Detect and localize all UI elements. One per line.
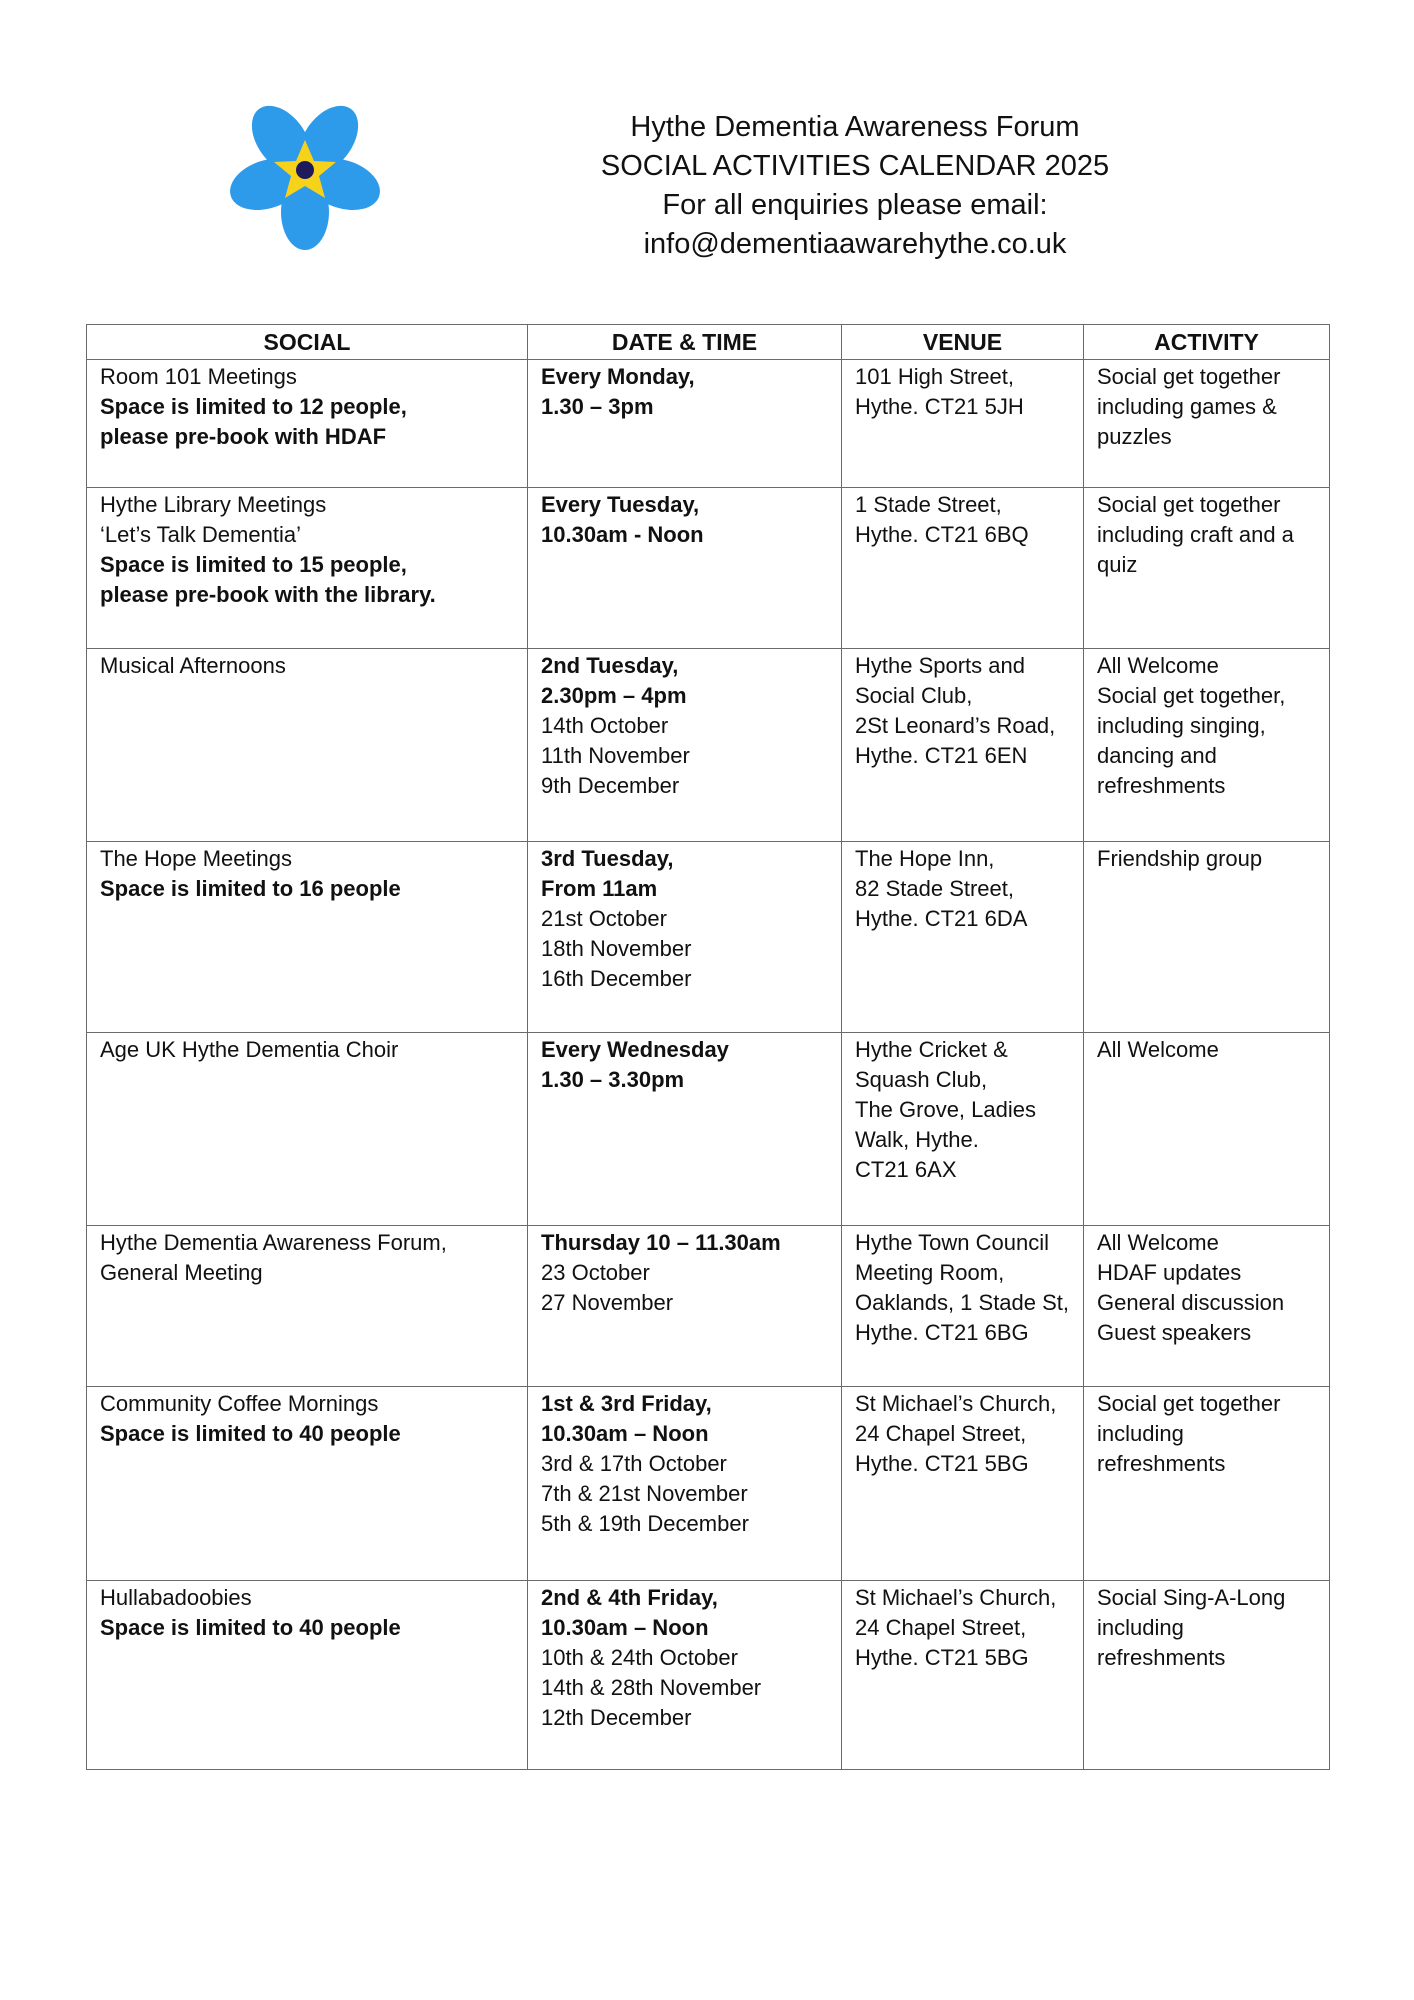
date-entry: 21st October [541,906,667,931]
schedule: 1.30 – 3pm [541,394,654,419]
social-cell [87,1033,528,1226]
activity-line: Guest speakers [1097,1320,1252,1345]
activity-line: Friendship group [1097,846,1263,871]
schedule: 10.30am – Noon [541,1421,709,1446]
calendar-title: SOCIAL ACTIVITIES CALENDAR 2025 [600,150,1110,182]
date-entry: 18th November [541,936,692,961]
capacity-note: Space is limited to 40 people [100,1421,401,1446]
venue-line: Hythe Town Council [855,1230,1050,1255]
venue-line: Meeting Room, [855,1260,1005,1285]
activity-line: refreshments [1097,773,1226,798]
venue-cell [842,360,1084,488]
schedule: 2nd Tuesday, [541,653,679,678]
activity-cell [1084,488,1330,649]
column-header-activity: ACTIVITY [1084,325,1330,360]
schedule: Every Monday, [541,364,695,389]
date-entry: 23 October [541,1260,650,1285]
table-row [87,1033,1330,1226]
social-name: Hullabadoobies [100,1585,252,1610]
venue-cell [842,488,1084,649]
activity-line: Social get together [1097,492,1281,517]
social-cell [87,1226,528,1387]
schedule: 1.30 – 3.30pm [541,1067,685,1092]
schedule: Every Tuesday, [541,492,700,517]
activity-line: puzzles [1097,424,1172,449]
social-name: Room 101 Meetings [100,364,297,389]
capacity-note: Space is limited to 40 people [100,1615,401,1640]
activity-line: Social get together [1097,364,1281,389]
activity-line: General discussion [1097,1290,1285,1315]
venue-line: 1 Stade Street, [855,492,1002,517]
venue-line: Hythe. CT21 5BG [855,1645,1029,1670]
social-name: Hythe Library Meetings [100,492,327,517]
social-name: Hythe Dementia Awareness Forum, [100,1230,447,1255]
activity-cell [1084,842,1330,1033]
venue-line: St Michael’s Church, [855,1585,1057,1610]
schedule: 2nd & 4th Friday, [541,1585,718,1610]
column-header-social: SOCIAL [87,325,528,360]
capacity-note: Space is limited to 15 people, [100,552,407,577]
activity-cell [1084,1033,1330,1226]
activity-cell [1084,1387,1330,1581]
activity-line: HDAF updates [1097,1260,1242,1285]
capacity-note: Space is limited to 12 people, [100,394,407,419]
date-time-cell [528,1033,842,1226]
table-row [87,488,1330,649]
date-entry: 14th & 28th November [541,1675,762,1700]
social-cell [87,360,528,488]
venue-line: Oaklands, 1 Stade St, [855,1290,1070,1315]
date-entry: 10th & 24th October [541,1645,738,1670]
venue-line: Hythe. CT21 6EN [855,743,1028,768]
activity-line: including singing, [1097,713,1266,738]
social-cell [87,1581,528,1770]
date-time-cell [528,649,842,842]
activity-line: refreshments [1097,1451,1226,1476]
activity-line: All Welcome [1097,653,1219,678]
venue-line: Hythe Sports and [855,653,1025,678]
schedule: From 11am [541,876,658,901]
activity-line: quiz [1097,552,1138,577]
table-row [87,649,1330,842]
social-cell [87,842,528,1033]
table-row [87,1226,1330,1387]
activities-table [86,324,1330,1770]
schedule: 1st & 3rd Friday, [541,1391,712,1416]
date-entry: 9th December [541,773,680,798]
column-header-date-time: DATE & TIME [528,325,842,360]
venue-cell [842,1387,1084,1581]
date-time-cell [528,1226,842,1387]
org-name: Hythe Dementia Awareness Forum [630,111,1080,143]
activity-line: Social get together [1097,1391,1281,1416]
activity-line: including [1097,1615,1184,1640]
table-row [87,1387,1330,1581]
date-entry: 11th November [541,743,690,768]
venue-line: Social Club, [855,683,973,708]
venue-line: Hythe. CT21 6DA [855,906,1028,931]
table-row [87,842,1330,1033]
activity-cell [1084,360,1330,488]
table-header-row [87,325,1330,360]
column-header-venue: VENUE [842,325,1084,360]
date-time-cell [528,360,842,488]
activity-line: refreshments [1097,1645,1226,1670]
venue-line: 24 Chapel Street, [855,1421,1027,1446]
activity-line: including games & [1097,394,1277,419]
social-cell [87,649,528,842]
date-time-cell [528,1581,842,1770]
table-row [87,360,1330,488]
schedule: 10.30am – Noon [541,1615,709,1640]
social-name: Community Coffee Mornings [100,1391,379,1416]
date-entry: 7th & 21st November [541,1481,748,1506]
venue-cell [842,1033,1084,1226]
social-name: Musical Afternoons [100,653,286,678]
date-time-cell [528,1387,842,1581]
activity-line: including craft and a [1097,522,1294,547]
activity-line: All Welcome [1097,1230,1219,1255]
date-entry: 27 November [541,1290,674,1315]
flower-center [296,161,314,179]
schedule: Every Wednesday [541,1037,729,1062]
activity-cell [1084,649,1330,842]
activity-cell [1084,1226,1330,1387]
social-cell [87,1387,528,1581]
date-time-cell [528,488,842,649]
activity-cell [1084,1581,1330,1770]
venue-line: Hythe Cricket & [855,1037,1008,1062]
venue-line: St Michael’s Church, [855,1391,1057,1416]
enquiries-label: For all enquiries please email: [662,189,1048,221]
venue-line: CT21 6AX [855,1157,957,1182]
venue-line: 82 Stade Street, [855,876,1014,901]
venue-line: The Hope Inn, [855,846,995,871]
activity-line: dancing and [1097,743,1217,768]
venue-line: 101 High Street, [855,364,1014,389]
date-entry: 12th December [541,1705,692,1730]
venue-line: Hythe. CT21 5BG [855,1451,1029,1476]
social-name: ‘Let’s Talk Dementia’ [100,522,301,547]
social-cell [87,488,528,649]
venue-line: The Grove, Ladies [855,1097,1036,1122]
capacity-note: Space is limited to 16 people [100,876,401,901]
venue-line: Squash Club, [855,1067,988,1092]
social-name: Age UK Hythe Dementia Choir [100,1037,399,1062]
table-row [87,1581,1330,1770]
venue-cell [842,842,1084,1033]
date-time-cell [528,842,842,1033]
capacity-note: please pre-book with HDAF [100,424,387,449]
venue-line: Hythe. CT21 6BQ [855,522,1029,547]
capacity-note: please pre-book with the library. [100,582,436,607]
activity-line: Social Sing-A-Long [1097,1585,1286,1610]
contact-email[interactable]: info@dementiaawarehythe.co.uk [643,228,1067,260]
date-entry: 5th & 19th December [541,1511,749,1536]
date-entry: 16th December [541,966,692,991]
activity-line: All Welcome [1097,1037,1219,1062]
venue-line: Hythe. CT21 6BG [855,1320,1029,1345]
venue-cell [842,1226,1084,1387]
schedule: 3rd Tuesday, [541,846,674,871]
schedule: Thursday 10 – 11.30am [541,1230,781,1255]
date-entry: 14th October [541,713,669,738]
venue-line: 24 Chapel Street, [855,1615,1027,1640]
venue-cell [842,649,1084,842]
venue-line: Hythe. CT21 5JH [855,394,1024,419]
social-name: The Hope Meetings [100,846,292,871]
schedule: 10.30am - Noon [541,522,704,547]
venue-line: 2St Leonard’s Road, [855,713,1056,738]
activity-line: Social get together, [1097,683,1286,708]
date-entry: 3rd & 17th October [541,1451,727,1476]
forget-me-not-flower-icon [228,100,382,254]
document-header [560,108,1150,264]
activity-line: including [1097,1421,1184,1446]
schedule: 2.30pm – 4pm [541,683,687,708]
venue-cell [842,1581,1084,1770]
social-name: General Meeting [100,1260,263,1285]
venue-line: Walk, Hythe. [855,1127,979,1152]
